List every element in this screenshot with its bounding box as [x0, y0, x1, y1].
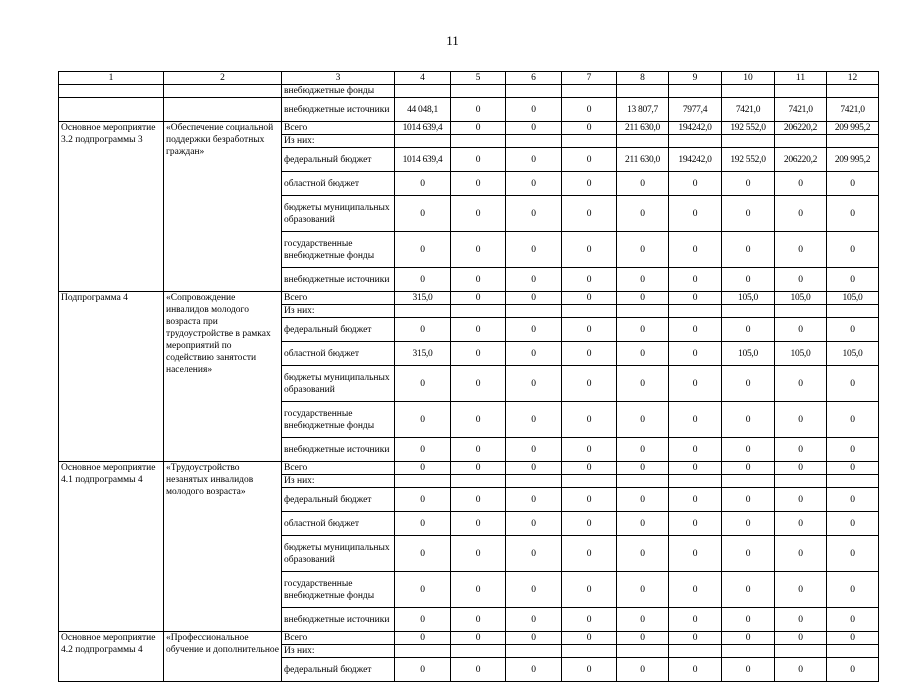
value-cell [775, 305, 827, 318]
value-cell [506, 305, 562, 318]
value-cell: 209 995,2 [827, 122, 879, 135]
value-cell: 0 [722, 608, 775, 632]
funding-source-cell: Из них: [282, 135, 395, 148]
value-cell: 0 [617, 268, 669, 292]
value-cell: 0 [775, 572, 827, 608]
table-row [59, 85, 879, 98]
value-cell: 1014 639,4 [395, 122, 451, 135]
value-cell: 211 630,0 [617, 148, 669, 172]
value-cell: 0 [669, 342, 722, 366]
value-cell: 0 [506, 512, 562, 536]
value-cell: 206220,2 [775, 148, 827, 172]
value-cell: 0 [669, 572, 722, 608]
value-cell [617, 475, 669, 488]
value-cell: 0 [775, 318, 827, 342]
funding-source-cell: федеральный бюджет [282, 488, 395, 512]
value-cell: 0 [562, 658, 617, 682]
value-cell [617, 305, 669, 318]
value-cell: 0 [669, 608, 722, 632]
value-cell: 0 [827, 632, 879, 645]
column-number-cell: 7 [562, 72, 617, 85]
value-cell: 0 [562, 232, 617, 268]
value-cell: 0 [617, 488, 669, 512]
value-cell: 194242,0 [669, 148, 722, 172]
value-cell: 211 630,0 [617, 122, 669, 135]
value-cell: 0 [827, 438, 879, 462]
value-cell: 0 [506, 658, 562, 682]
column-number-cell: 2 [164, 72, 282, 85]
value-cell: 0 [669, 292, 722, 305]
funding-source-cell: государственные внебюджетные фонды [282, 572, 395, 608]
value-cell [451, 475, 506, 488]
funding-source-cell: бюджеты муниципальных образований [282, 536, 395, 572]
value-cell: 0 [827, 608, 879, 632]
value-cell [395, 135, 451, 148]
description-cell: «Сопровождение инвалидов молодого возраста при трудоустройстве в рамках мероприятий по содействию занятости населения» [164, 292, 282, 462]
value-cell: 0 [617, 232, 669, 268]
value-cell: 0 [506, 632, 562, 645]
value-cell: 0 [506, 122, 562, 135]
table-row [59, 632, 879, 645]
value-cell [722, 135, 775, 148]
value-cell [827, 305, 879, 318]
value-cell: 0 [617, 658, 669, 682]
value-cell [451, 305, 506, 318]
value-cell: 0 [617, 608, 669, 632]
value-cell: 0 [669, 536, 722, 572]
value-cell [722, 305, 775, 318]
value-cell [562, 85, 617, 98]
value-cell [827, 85, 879, 98]
value-cell: 0 [506, 366, 562, 402]
column-number-cell: 5 [451, 72, 506, 85]
value-cell: 0 [562, 148, 617, 172]
value-cell: 0 [775, 632, 827, 645]
value-cell: 0 [775, 536, 827, 572]
value-cell: 0 [722, 488, 775, 512]
value-cell [395, 645, 451, 658]
value-cell: 0 [562, 536, 617, 572]
value-cell: 0 [722, 196, 775, 232]
value-cell: 0 [562, 342, 617, 366]
value-cell: 0 [506, 268, 562, 292]
value-cell: 0 [451, 438, 506, 462]
funding-source-cell: федеральный бюджет [282, 318, 395, 342]
value-cell: 0 [395, 402, 451, 438]
value-cell: 0 [451, 268, 506, 292]
value-cell: 0 [722, 632, 775, 645]
page-number: 11 [446, 33, 459, 48]
value-cell: 0 [506, 172, 562, 196]
table-body [59, 72, 879, 682]
value-cell: 192 552,0 [722, 122, 775, 135]
table-row [59, 122, 879, 135]
funding-source-cell: федеральный бюджет [282, 658, 395, 682]
value-cell: 0 [395, 318, 451, 342]
value-cell: 44 048,1 [395, 98, 451, 122]
value-cell: 0 [395, 536, 451, 572]
value-cell: 0 [506, 572, 562, 608]
value-cell [395, 305, 451, 318]
value-cell [506, 135, 562, 148]
value-cell: 0 [827, 232, 879, 268]
value-cell: 0 [827, 366, 879, 402]
value-cell: 0 [669, 658, 722, 682]
measure-cell: Основное мероприятие 3.2 подпрограммы 3 [59, 122, 164, 292]
value-cell [451, 85, 506, 98]
value-cell: 0 [451, 292, 506, 305]
value-cell: 0 [669, 196, 722, 232]
value-cell: 0 [395, 172, 451, 196]
value-cell [669, 85, 722, 98]
value-cell: 0 [562, 462, 617, 475]
value-cell: 0 [617, 318, 669, 342]
value-cell: 0 [451, 366, 506, 402]
description-cell: «Трудоустройство незанятых инвалидов молодого возраста» [164, 462, 282, 632]
value-cell: 105,0 [722, 342, 775, 366]
value-cell: 0 [722, 658, 775, 682]
value-cell: 0 [722, 512, 775, 536]
column-number-cell: 4 [395, 72, 451, 85]
value-cell: 209 995,2 [827, 148, 879, 172]
value-cell [722, 645, 775, 658]
value-cell [617, 85, 669, 98]
value-cell: 0 [827, 268, 879, 292]
value-cell [775, 135, 827, 148]
value-cell: 0 [395, 658, 451, 682]
measure-cell: Подпрограмма 4 [59, 292, 164, 462]
value-cell: 7977,4 [669, 98, 722, 122]
value-cell [451, 645, 506, 658]
value-cell: 0 [775, 488, 827, 512]
value-cell: 0 [722, 402, 775, 438]
value-cell [775, 85, 827, 98]
value-cell: 0 [617, 462, 669, 475]
column-number-cell: 3 [282, 72, 395, 85]
value-cell: 0 [669, 402, 722, 438]
value-cell: 0 [775, 512, 827, 536]
funding-source-cell: областной бюджет [282, 342, 395, 366]
value-cell: 0 [395, 462, 451, 475]
description-cell: «Обеспечение социальной поддержки безработных граждан» [164, 122, 282, 292]
value-cell: 0 [395, 196, 451, 232]
value-cell: 0 [562, 292, 617, 305]
value-cell: 105,0 [827, 292, 879, 305]
funding-source-cell: государственные внебюджетные фонды [282, 232, 395, 268]
value-cell: 0 [451, 632, 506, 645]
value-cell: 0 [722, 572, 775, 608]
value-cell: 0 [775, 438, 827, 462]
funding-source-cell: внебюджетные источники [282, 608, 395, 632]
description-cell [164, 85, 282, 98]
value-cell: 0 [562, 366, 617, 402]
column-number-cell: 11 [775, 72, 827, 85]
value-cell: 0 [669, 462, 722, 475]
value-cell: 0 [451, 98, 506, 122]
value-cell: 0 [669, 318, 722, 342]
value-cell: 0 [451, 122, 506, 135]
column-number-cell: 8 [617, 72, 669, 85]
value-cell: 0 [395, 512, 451, 536]
funding-source-cell: Всего [282, 632, 395, 645]
column-number-cell: 1 [59, 72, 164, 85]
value-cell: 0 [506, 232, 562, 268]
value-cell [775, 475, 827, 488]
value-cell: 0 [395, 572, 451, 608]
value-cell: 0 [775, 608, 827, 632]
value-cell: 0 [451, 402, 506, 438]
value-cell [669, 135, 722, 148]
value-cell: 0 [722, 318, 775, 342]
column-number-cell: 10 [722, 72, 775, 85]
value-cell: 0 [775, 658, 827, 682]
value-cell: 0 [451, 512, 506, 536]
funding-source-cell: Из них: [282, 645, 395, 658]
value-cell [617, 645, 669, 658]
measure-cell [59, 85, 164, 98]
value-cell: 0 [451, 318, 506, 342]
value-cell [562, 475, 617, 488]
value-cell: 0 [451, 658, 506, 682]
value-cell: 0 [506, 318, 562, 342]
value-cell: 0 [617, 366, 669, 402]
value-cell: 0 [562, 196, 617, 232]
column-number-cell: 9 [669, 72, 722, 85]
value-cell: 0 [669, 268, 722, 292]
value-cell: 0 [722, 268, 775, 292]
value-cell: 0 [669, 632, 722, 645]
value-cell: 0 [506, 342, 562, 366]
value-cell: 0 [562, 122, 617, 135]
value-cell: 7421,0 [827, 98, 879, 122]
value-cell [506, 645, 562, 658]
value-cell [451, 135, 506, 148]
value-cell: 0 [562, 438, 617, 462]
value-cell: 105,0 [827, 342, 879, 366]
value-cell: 0 [562, 268, 617, 292]
value-cell: 0 [506, 402, 562, 438]
value-cell: 0 [669, 512, 722, 536]
value-cell: 0 [562, 172, 617, 196]
value-cell: 315,0 [395, 342, 451, 366]
value-cell: 0 [722, 536, 775, 572]
value-cell: 0 [775, 462, 827, 475]
value-cell: 0 [562, 318, 617, 342]
value-cell: 0 [506, 488, 562, 512]
value-cell: 0 [562, 608, 617, 632]
value-cell: 0 [827, 536, 879, 572]
value-cell: 0 [451, 172, 506, 196]
value-cell [395, 85, 451, 98]
funding-source-cell: внебюджетные источники [282, 98, 395, 122]
value-cell: 0 [562, 632, 617, 645]
value-cell: 0 [617, 438, 669, 462]
value-cell [395, 475, 451, 488]
value-cell: 0 [562, 512, 617, 536]
value-cell: 1014 639,4 [395, 148, 451, 172]
value-cell: 0 [617, 196, 669, 232]
funding-source-cell: внебюджетные источники [282, 438, 395, 462]
value-cell: 0 [827, 572, 879, 608]
value-cell: 0 [451, 536, 506, 572]
value-cell: 0 [722, 232, 775, 268]
value-cell: 0 [617, 292, 669, 305]
funding-source-cell: Из них: [282, 305, 395, 318]
table-row [59, 292, 879, 305]
value-cell: 0 [562, 572, 617, 608]
column-number-cell: 12 [827, 72, 879, 85]
value-cell: 105,0 [722, 292, 775, 305]
budget-table [58, 71, 879, 682]
value-cell: 0 [562, 98, 617, 122]
value-cell: 0 [395, 488, 451, 512]
value-cell: 105,0 [775, 342, 827, 366]
value-cell: 0 [451, 148, 506, 172]
value-cell: 0 [722, 172, 775, 196]
value-cell: 0 [395, 232, 451, 268]
value-cell: 0 [775, 366, 827, 402]
funding-source-cell: государственные внебюджетные фонды [282, 402, 395, 438]
value-cell: 0 [395, 608, 451, 632]
value-cell: 7421,0 [722, 98, 775, 122]
value-cell: 0 [617, 172, 669, 196]
value-cell [722, 475, 775, 488]
value-cell: 0 [395, 632, 451, 645]
value-cell: 0 [562, 488, 617, 512]
value-cell: 0 [451, 196, 506, 232]
value-cell: 194242,0 [669, 122, 722, 135]
value-cell: 0 [617, 632, 669, 645]
value-cell [617, 135, 669, 148]
column-number-row [59, 72, 879, 85]
value-cell: 0 [451, 462, 506, 475]
description-cell [164, 98, 282, 122]
value-cell [562, 305, 617, 318]
value-cell: 0 [669, 172, 722, 196]
column-number-cell: 6 [506, 72, 562, 85]
funding-source-cell: областной бюджет [282, 512, 395, 536]
value-cell: 0 [827, 196, 879, 232]
value-cell [827, 135, 879, 148]
value-cell [722, 85, 775, 98]
value-cell: 0 [617, 402, 669, 438]
value-cell: 0 [722, 438, 775, 462]
value-cell: 0 [827, 402, 879, 438]
value-cell: 0 [451, 232, 506, 268]
value-cell: 0 [722, 462, 775, 475]
value-cell: 0 [506, 608, 562, 632]
value-cell: 0 [451, 572, 506, 608]
value-cell: 0 [827, 462, 879, 475]
funding-source-cell: Из них: [282, 475, 395, 488]
value-cell: 0 [827, 172, 879, 196]
value-cell: 0 [506, 98, 562, 122]
value-cell: 0 [775, 402, 827, 438]
value-cell: 0 [451, 608, 506, 632]
value-cell: 0 [617, 572, 669, 608]
funding-source-cell: внебюджетные источники [282, 268, 395, 292]
value-cell: 0 [827, 318, 879, 342]
value-cell: 206220,2 [775, 122, 827, 135]
funding-source-cell: внебюджетные фонды [282, 85, 395, 98]
value-cell: 0 [451, 488, 506, 512]
value-cell: 0 [669, 232, 722, 268]
value-cell: 13 807,7 [617, 98, 669, 122]
description-cell: «Профессиональное обучение и дополнительное [164, 632, 282, 682]
measure-cell: Основное мероприятие 4.2 подпрограммы 4 [59, 632, 164, 682]
value-cell [562, 645, 617, 658]
value-cell: 105,0 [775, 292, 827, 305]
value-cell: 7421,0 [775, 98, 827, 122]
value-cell: 0 [506, 438, 562, 462]
value-cell: 0 [395, 268, 451, 292]
value-cell: 0 [506, 536, 562, 572]
funding-source-cell: бюджеты муниципальных образований [282, 366, 395, 402]
value-cell: 0 [506, 148, 562, 172]
value-cell [506, 475, 562, 488]
value-cell: 0 [669, 488, 722, 512]
funding-source-cell: бюджеты муниципальных образований [282, 196, 395, 232]
value-cell: 0 [395, 438, 451, 462]
value-cell [669, 645, 722, 658]
funding-source-cell: Всего [282, 122, 395, 135]
value-cell: 0 [617, 536, 669, 572]
value-cell: 0 [617, 342, 669, 366]
value-cell: 0 [775, 196, 827, 232]
measure-cell [59, 98, 164, 122]
value-cell: 0 [617, 512, 669, 536]
value-cell: 0 [395, 366, 451, 402]
value-cell: 0 [451, 342, 506, 366]
value-cell [827, 475, 879, 488]
value-cell: 0 [669, 438, 722, 462]
value-cell: 0 [827, 658, 879, 682]
value-cell: 0 [775, 232, 827, 268]
value-cell: 0 [506, 196, 562, 232]
value-cell: 0 [722, 366, 775, 402]
value-cell: 0 [775, 268, 827, 292]
table-row [59, 462, 879, 475]
funding-source-cell: Всего [282, 462, 395, 475]
value-cell: 0 [562, 402, 617, 438]
value-cell: 0 [827, 488, 879, 512]
value-cell: 0 [669, 366, 722, 402]
value-cell [506, 85, 562, 98]
funding-source-cell: областной бюджет [282, 172, 395, 196]
value-cell: 315,0 [395, 292, 451, 305]
value-cell: 192 552,0 [722, 148, 775, 172]
value-cell [775, 645, 827, 658]
value-cell: 0 [775, 172, 827, 196]
value-cell [827, 645, 879, 658]
measure-cell: Основное мероприятие 4.1 подпрограммы 4 [59, 462, 164, 632]
value-cell [669, 305, 722, 318]
value-cell: 0 [827, 512, 879, 536]
funding-source-cell: федеральный бюджет [282, 148, 395, 172]
value-cell [669, 475, 722, 488]
value-cell [562, 135, 617, 148]
value-cell: 0 [506, 292, 562, 305]
value-cell: 0 [506, 462, 562, 475]
table-row [59, 98, 879, 122]
funding-source-cell: Всего [282, 292, 395, 305]
